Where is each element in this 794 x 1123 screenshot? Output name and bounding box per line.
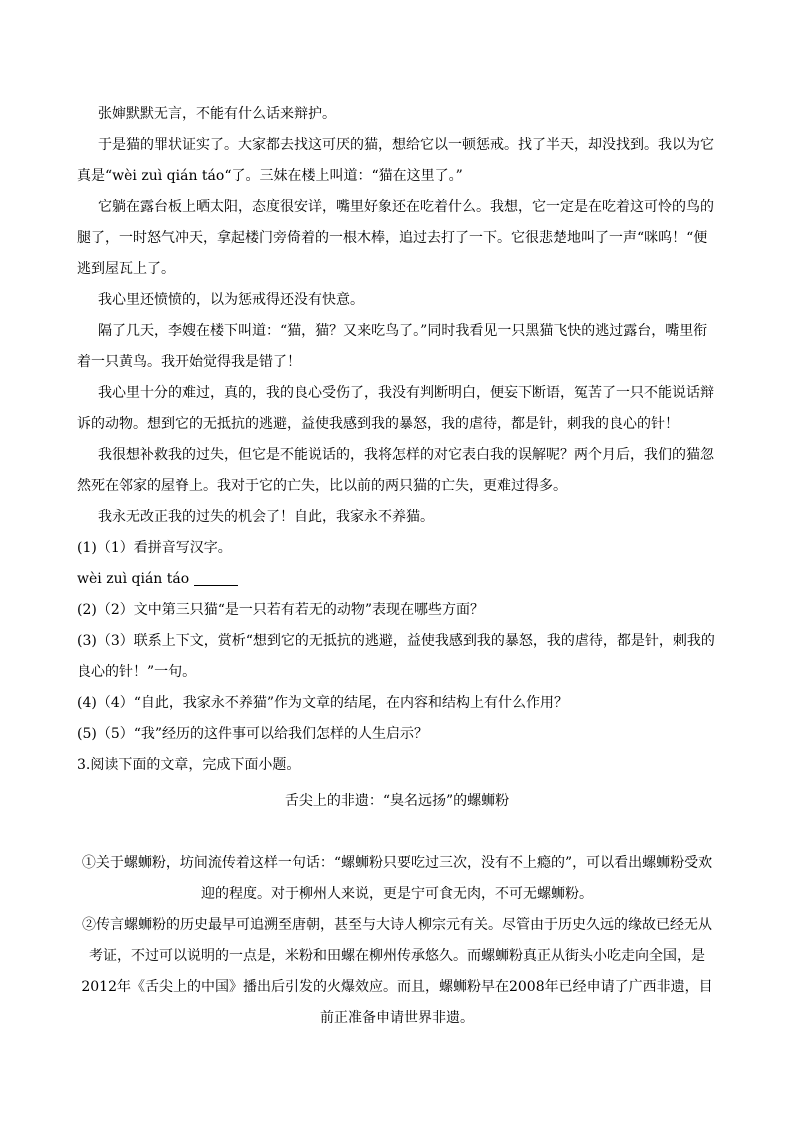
paragraph: ①关于螺蛳粉，坊间流传着这样一句话：“螺蛳粉只要吃过三次，没有不上瘾的”，可以看出螺蛳粉受欢迎的程度。对于柳州人来说，更是宁可食无肉，不可无螺蛳粉。 <box>81 855 713 902</box>
section-3-heading: 3.阅读下面的文章，完成下面小题。 <box>77 757 301 773</box>
paragraph: 张婶默默无言，不能有什么话来辩护。 <box>98 106 336 122</box>
article-title: 舌尖上的非遗：“臭名远扬”的螺蛳粉 <box>284 793 510 809</box>
answer-blank[interactable] <box>194 569 238 586</box>
paragraph: 它躺在露台板上晒太阳，态度很安详，嘴里好象还在吃着什么。我想，它一定是在吃着这可怜的鸟的腿了，一时怒气冲天，拿起楼门旁倚着的一根木棒，追过去打了一下。它很悲楚地叫了一声“咪呜！“便逃到屋瓦上了。 <box>77 199 714 277</box>
question-3: (3)（3）联系上下文，赏析“想到它的无抵抗的逃避，益使我感到我的暴怒，我的虐待，都是针，刺我的良心的针！”一句。 <box>77 633 715 680</box>
paragraph: 隔了几天，李嫂在楼下叫道：“猫，猫？又来吃鸟了。”同时我看见一只黑猫飞快的逃过露台，嘴里衔着一只黄鸟。我开始觉得我是错了！ <box>77 323 708 370</box>
paragraph: 于是猫的罪状证实了。大家都去找这可厌的猫，想给它以一顿惩戒。找了半天，却没找到。我以为它真是“wèi zuì qián táo“了。三妹在楼上叫道：“猫在这里了。” <box>77 137 714 184</box>
question-2: (2)（2）文中第三只猫“是一只若有若无的动物”表现在哪些方面？ <box>77 602 485 618</box>
paragraph: ②传言螺蛳粉的历史最早可追溯至唐朝，甚至与大诗人柳宗元有关。尽管由于历史久远的缘故已经无从考证，不过可以说明的一点是，米粉和田螺在柳州传承悠久。而螺蛳粉真正从街头小吃走向全国，是2012年《舌尖上的中国》播出后引发的火爆效应。而且，螺蛳粉早在2008年已经申请了广西非遗，目前正准备申请世界非遗。 <box>81 917 713 1026</box>
paragraph: 我很想补救我的过失，但它是不能说话的，我将怎样的对它表白我的误解呢？两个月后，我们的猫忽然死在邻家的屋脊上。我对于它的亡失，比以前的两只猫的亡失，更难过得多。 <box>77 447 714 494</box>
question-5: (5)（5）“我”经历的这件事可以给我们怎样的人生启示？ <box>77 726 429 742</box>
question-4: (4)（4）“自此，我家永不养猫”作为文章的结尾，在内容和结构上有什么作用？ <box>77 695 569 711</box>
question-1: (1)（1）看拼音写汉字。 <box>77 540 232 556</box>
paragraph: 我永无改正我的过失的机会了！自此，我家永不养猫。 <box>98 509 434 525</box>
paragraph: 我心里还愤愤的，以为惩戒得还没有快意。 <box>98 292 364 308</box>
article-paragraph-2 <box>77 910 717 1034</box>
passage-1 <box>77 99 717 781</box>
question-1-answer-line <box>77 564 717 595</box>
article-paragraph-1 <box>77 848 717 910</box>
paragraph: 我心里十分的难过，真的，我的良心受伤了，我没有判断明白，便妄下断语，冤苦了一只不能说话辩诉的动物。想到它的无抵抗的逃避，益使我感到我的暴怒，我的虐待，都是针，刺我的良心的针！ <box>77 385 714 432</box>
pinyin-text: wèi zuì qián táo <box>77 571 190 587</box>
